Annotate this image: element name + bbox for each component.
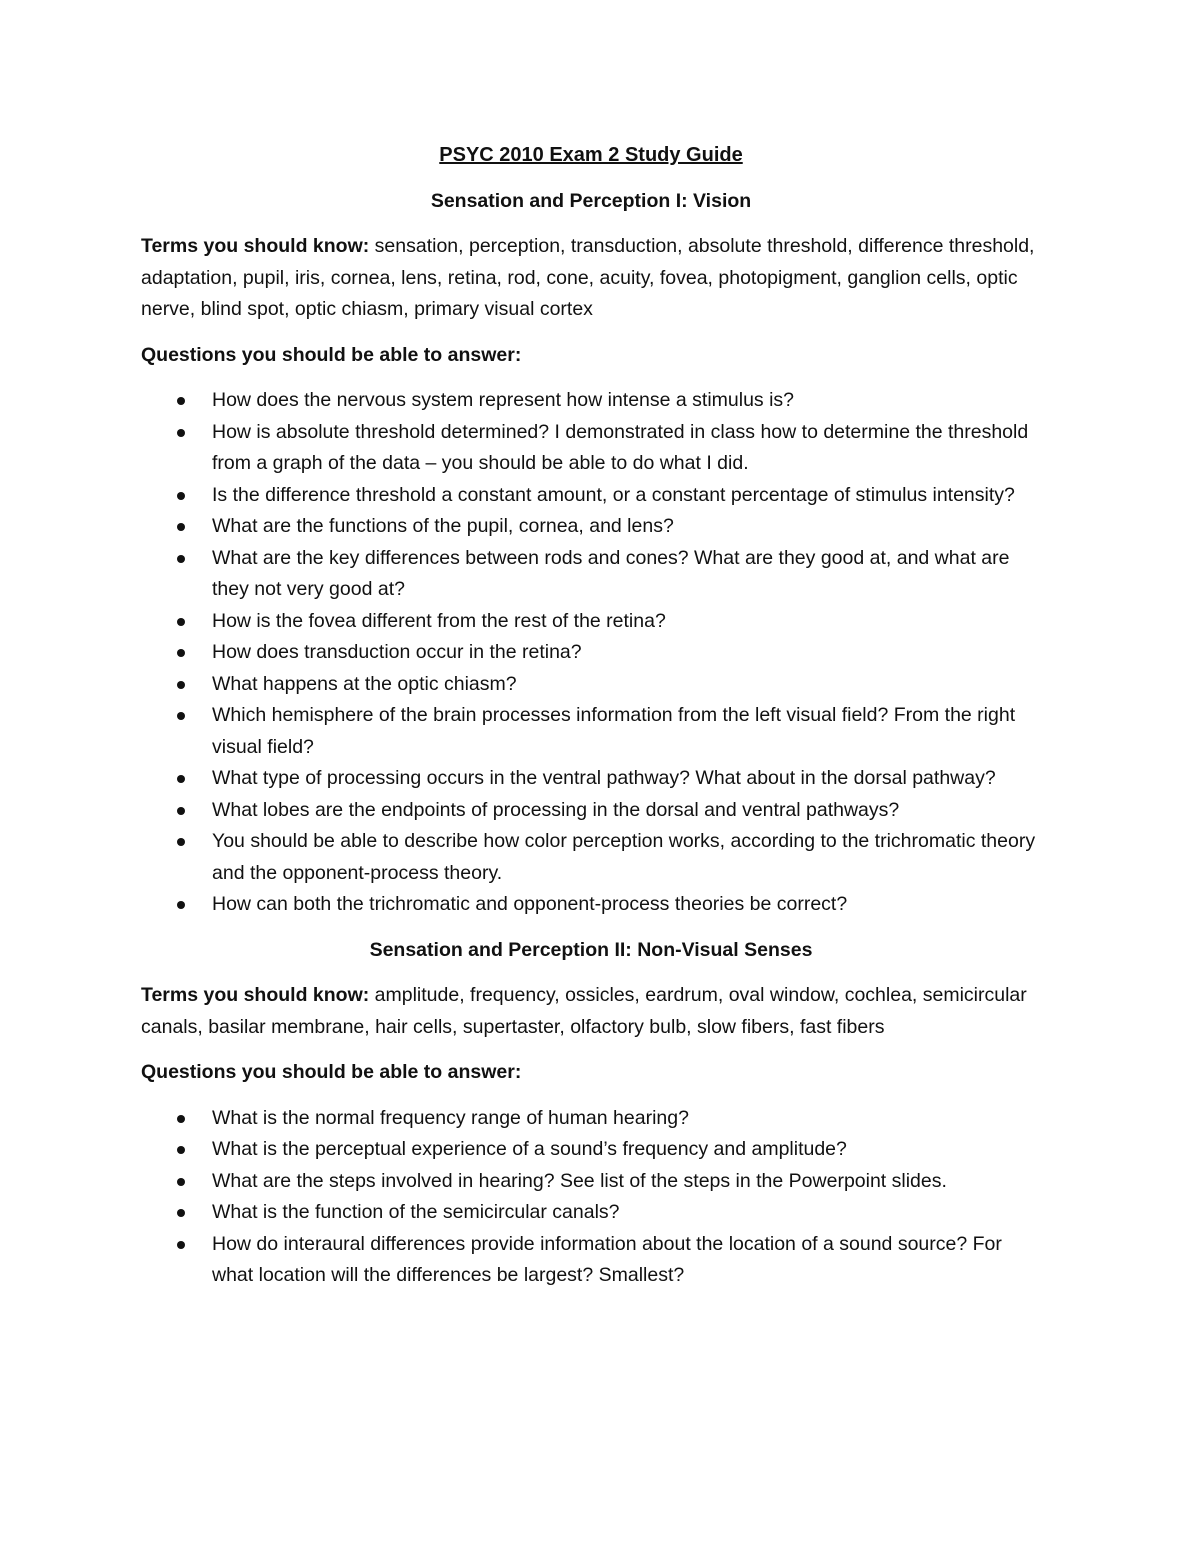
list-item xyxy=(141,826,1041,889)
bullet-icon xyxy=(177,1146,185,1154)
question-text: What are the steps involved in hearing? See list of the steps in the Powerpoint slides. xyxy=(212,1169,947,1192)
terms-paragraph xyxy=(141,231,1041,326)
list-item xyxy=(141,511,1041,543)
bullet-icon xyxy=(177,397,185,405)
bullet-icon xyxy=(177,775,185,783)
question-text: What is the normal frequency range of human hearing? xyxy=(212,1106,689,1129)
question-text: How is the fovea different from the rest of the retina? xyxy=(212,609,666,632)
list-item xyxy=(141,417,1041,480)
list-item xyxy=(141,1103,1041,1135)
question-text: What lobes are the endpoints of processing in the dorsal and ventral pathways? xyxy=(212,798,900,821)
question-text: How do interaural differences provide information about the location of a sound source? For what location will the differences be largest? Smallest? xyxy=(212,1232,1002,1286)
list-item xyxy=(141,669,1041,701)
question-text: What are the key differences between rods and cones? What are they good at, and what are they not very good at? xyxy=(212,546,1010,600)
question-text: How can both the trichromatic and opponent-process theories be correct? xyxy=(212,893,848,915)
question-text: What is the function of the semicircular canals? xyxy=(212,1201,620,1223)
list-item xyxy=(141,385,1041,417)
question-text: Is the difference threshold a constant amount, or a constant percentage of stimulus intensity? xyxy=(212,483,1015,506)
section-vision xyxy=(141,186,1041,921)
questions-list xyxy=(141,385,1041,921)
list-item xyxy=(141,1134,1041,1166)
section-heading: Sensation and Perception II: Non-Visual Senses xyxy=(369,938,813,961)
list-item xyxy=(141,889,1041,921)
question-text: What are the functions of the pupil, cornea, and lens? xyxy=(212,515,674,537)
bullet-icon xyxy=(177,901,185,909)
bullet-icon xyxy=(177,807,185,815)
bullet-icon xyxy=(177,555,185,563)
questions-list xyxy=(141,1103,1041,1292)
bullet-icon xyxy=(177,681,185,689)
question-text: Which hemisphere of the brain processes information from the left visual field? From the right visual field? xyxy=(212,704,1016,758)
bullet-icon xyxy=(177,429,185,437)
question-text: What type of processing occurs in the ventral pathway? What about in the dorsal pathway? xyxy=(212,767,996,789)
list-item xyxy=(141,700,1041,763)
terms-list: sensation, perception, transduction, absolute threshold, difference threshold, adaptation, pupil, iris, cornea, lens, retina, rod, cone, acuity, fovea, photopigment, ganglion cells, optic nerve, blind spot, optic chiasm, primary visual cortex xyxy=(141,235,1035,320)
document-page xyxy=(141,140,1041,1306)
section-heading: Sensation and Perception I: Vision xyxy=(430,189,752,212)
list-item xyxy=(141,1197,1041,1229)
bullet-icon xyxy=(177,1241,185,1249)
bullet-icon xyxy=(177,618,185,626)
list-item xyxy=(141,1229,1041,1292)
bullet-icon xyxy=(177,1178,185,1186)
terms-list: amplitude, frequency, ossicles, eardrum, oval window, cochlea, semicircular canals, basilar membrane, hair cells, supertaster, olfactory bulb, slow fibers, fast fibers xyxy=(141,984,1027,1038)
bullet-icon xyxy=(177,712,185,720)
questions-heading: Questions you should be able to answer: xyxy=(141,1061,522,1083)
terms-label: Terms you should know: xyxy=(141,235,370,257)
bullet-icon xyxy=(177,523,185,531)
list-item xyxy=(141,1166,1041,1198)
bullet-icon xyxy=(177,649,185,657)
section-non-visual xyxy=(141,935,1041,1292)
question-text: What is the perceptual experience of a sound’s frequency and amplitude? xyxy=(212,1138,847,1160)
bullet-icon xyxy=(177,1209,185,1217)
document-title: PSYC 2010 Exam 2 Study Guide xyxy=(439,144,743,166)
list-item xyxy=(141,637,1041,669)
question-text: How does the nervous system represent how intense a stimulus is? xyxy=(212,389,795,411)
question-text: You should be able to describe how color perception works, according to the trichromatic theory and the opponent-process theory. xyxy=(212,830,1036,884)
bullet-icon xyxy=(177,838,185,846)
list-item xyxy=(141,480,1041,512)
list-item xyxy=(141,763,1041,795)
list-item xyxy=(141,543,1041,606)
question-text: What happens at the optic chiasm? xyxy=(212,672,517,695)
bullet-icon xyxy=(177,492,185,500)
question-text: How does transduction occur in the retina? xyxy=(212,641,582,663)
questions-heading: Questions you should be able to answer: xyxy=(141,343,522,366)
question-text: How is absolute threshold determined? I demonstrated in class how to determine the threshold from a graph of the data – you should be able to do what I did. xyxy=(212,420,1029,474)
list-item xyxy=(141,795,1041,827)
list-item xyxy=(141,606,1041,638)
bullet-icon xyxy=(177,1115,185,1123)
terms-paragraph xyxy=(141,980,1041,1043)
terms-label: Terms you should know: xyxy=(141,984,370,1006)
